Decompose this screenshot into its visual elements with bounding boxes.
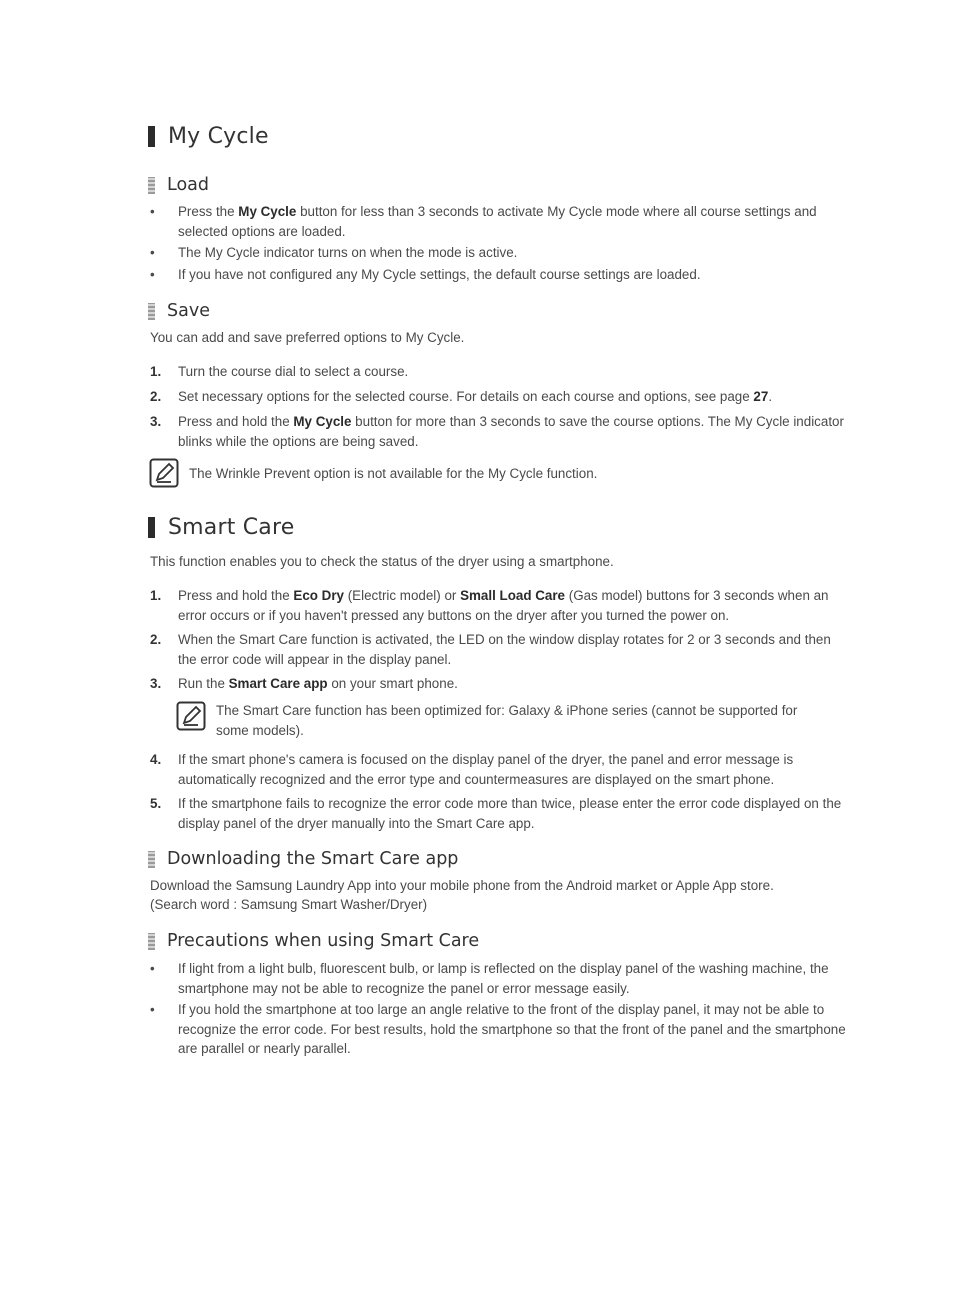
smart-care-step-5 xyxy=(150,794,850,833)
bullet-text: The My Cycle indicator turns on when the mode is active. xyxy=(178,245,518,260)
bullet-dot: • xyxy=(150,961,155,976)
note-pencil-icon xyxy=(149,458,179,488)
section-title-smart-care xyxy=(148,515,294,540)
heading-bar xyxy=(148,126,155,147)
step-number: 1. xyxy=(150,588,162,603)
load-bullet-3 xyxy=(150,265,850,285)
save-intro: You can add and save preferred options to My Cycle. xyxy=(150,330,465,345)
subheading-marker xyxy=(148,851,155,868)
step-text: Press and hold the My Cycle button for more than 3 seconds to save the course options. The My Cycle indicator blinks while the options are being saved. xyxy=(178,414,844,449)
section-title-my-cycle xyxy=(148,124,269,149)
note-wrinkle-prevent xyxy=(149,458,809,488)
step-number: 3. xyxy=(150,676,162,691)
bullet-dot: • xyxy=(150,245,155,260)
save-step-3 xyxy=(150,412,850,451)
section-title-text: My Cycle xyxy=(168,124,269,149)
smart-care-step-1 xyxy=(150,586,850,625)
note-smart-care-optimized xyxy=(176,701,816,740)
subheading-text: Save xyxy=(167,301,210,321)
section-title-text: Smart Care xyxy=(168,515,295,540)
smart-care-step-4 xyxy=(150,750,850,789)
step-number: 4. xyxy=(150,752,162,767)
load-bullet-2 xyxy=(150,243,850,263)
subheading-marker xyxy=(148,933,155,950)
smart-care-step-2 xyxy=(150,630,850,669)
step-text: Run the Smart Care app on your smart phone. xyxy=(178,676,458,691)
step-number: 2. xyxy=(150,389,162,404)
bullet-dot: • xyxy=(150,267,155,282)
download-line-1: Download the Samsung Laundry App into your mobile phone from the Android market or Apple App store. xyxy=(150,878,774,893)
bullet-text: If you hold the smartphone at too large an angle relative to the front of the display panel, it may not be able to recognize the error code. For best results, hold the smartphone so that the front of the panel and the smartphone are parallel or nearly parallel. xyxy=(178,1002,846,1056)
note-text: The Wrinkle Prevent option is not available for the My Cycle function. xyxy=(189,466,598,481)
step-text: Press and hold the Eco Dry (Electric model) or Small Load Care (Gas model) buttons for 3 seconds when an error occurs or if you haven't pressed any buttons on the dryer after you turned the power on. xyxy=(178,588,829,623)
step-number: 1. xyxy=(150,364,162,379)
step-number: 3. xyxy=(150,414,162,429)
save-step-2 xyxy=(150,387,850,407)
step-text: Turn the course dial to select a course. xyxy=(178,364,409,379)
smart-care-step-3 xyxy=(150,674,850,694)
subheading-marker xyxy=(148,303,155,320)
smart-care-intro: This function enables you to check the status of the dryer using a smartphone. xyxy=(150,554,614,569)
precaution-bullet-1 xyxy=(150,959,850,998)
bullet-text: Press the My Cycle button for less than 3 seconds to activate My Cycle mode where all course settings and selected options are loaded. xyxy=(178,204,817,239)
note-pencil-icon xyxy=(176,701,206,731)
step-number: 5. xyxy=(150,796,162,811)
subheading-text: Downloading the Smart Care app xyxy=(167,849,459,869)
subheading-precautions xyxy=(148,931,479,951)
precaution-bullet-2 xyxy=(150,1000,850,1059)
step-text: When the Smart Care function is activated, the LED on the window display rotates for 2 or 3 seconds and then the error code will appear in the display panel. xyxy=(178,632,831,667)
bullet-text: If you have not configured any My Cycle settings, the default course settings are loaded. xyxy=(178,267,701,282)
step-text: If the smart phone's camera is focused on the display panel of the dryer, the panel and error message is automatically recognized and the error type and countermeasures are displayed on the smart phone. xyxy=(178,752,794,787)
bullet-text: If light from a light bulb, fluorescent bulb, or lamp is reflected on the display panel of the washing machine, the smartphone may not be able to recognize the panel or error message easily. xyxy=(178,961,829,996)
heading-bar xyxy=(148,517,155,538)
subheading-marker xyxy=(148,177,155,194)
bullet-dot: • xyxy=(150,1002,155,1017)
subheading-text: Load xyxy=(167,175,209,195)
download-line-2: (Search word : Samsung Smart Washer/Dryer) xyxy=(150,897,428,912)
subheading-load xyxy=(148,175,209,195)
subheading-text: Precautions when using Smart Care xyxy=(167,931,480,951)
bullet-dot: • xyxy=(150,204,155,219)
subheading-downloading xyxy=(148,849,458,869)
step-text: Set necessary options for the selected course. For details on each course and options, see page 27. xyxy=(178,389,773,404)
step-text: If the smartphone fails to recognize the error code more than twice, please enter the error code displayed on the display panel of the dryer manually into the Smart Care app. xyxy=(178,796,842,831)
load-bullet-1 xyxy=(150,202,850,241)
save-step-1 xyxy=(150,362,850,382)
step-number: 2. xyxy=(150,632,162,647)
note-text: The Smart Care function has been optimized for: Galaxy & iPhone series (cannot be supported for some models). xyxy=(216,703,798,738)
subheading-save xyxy=(148,301,210,321)
